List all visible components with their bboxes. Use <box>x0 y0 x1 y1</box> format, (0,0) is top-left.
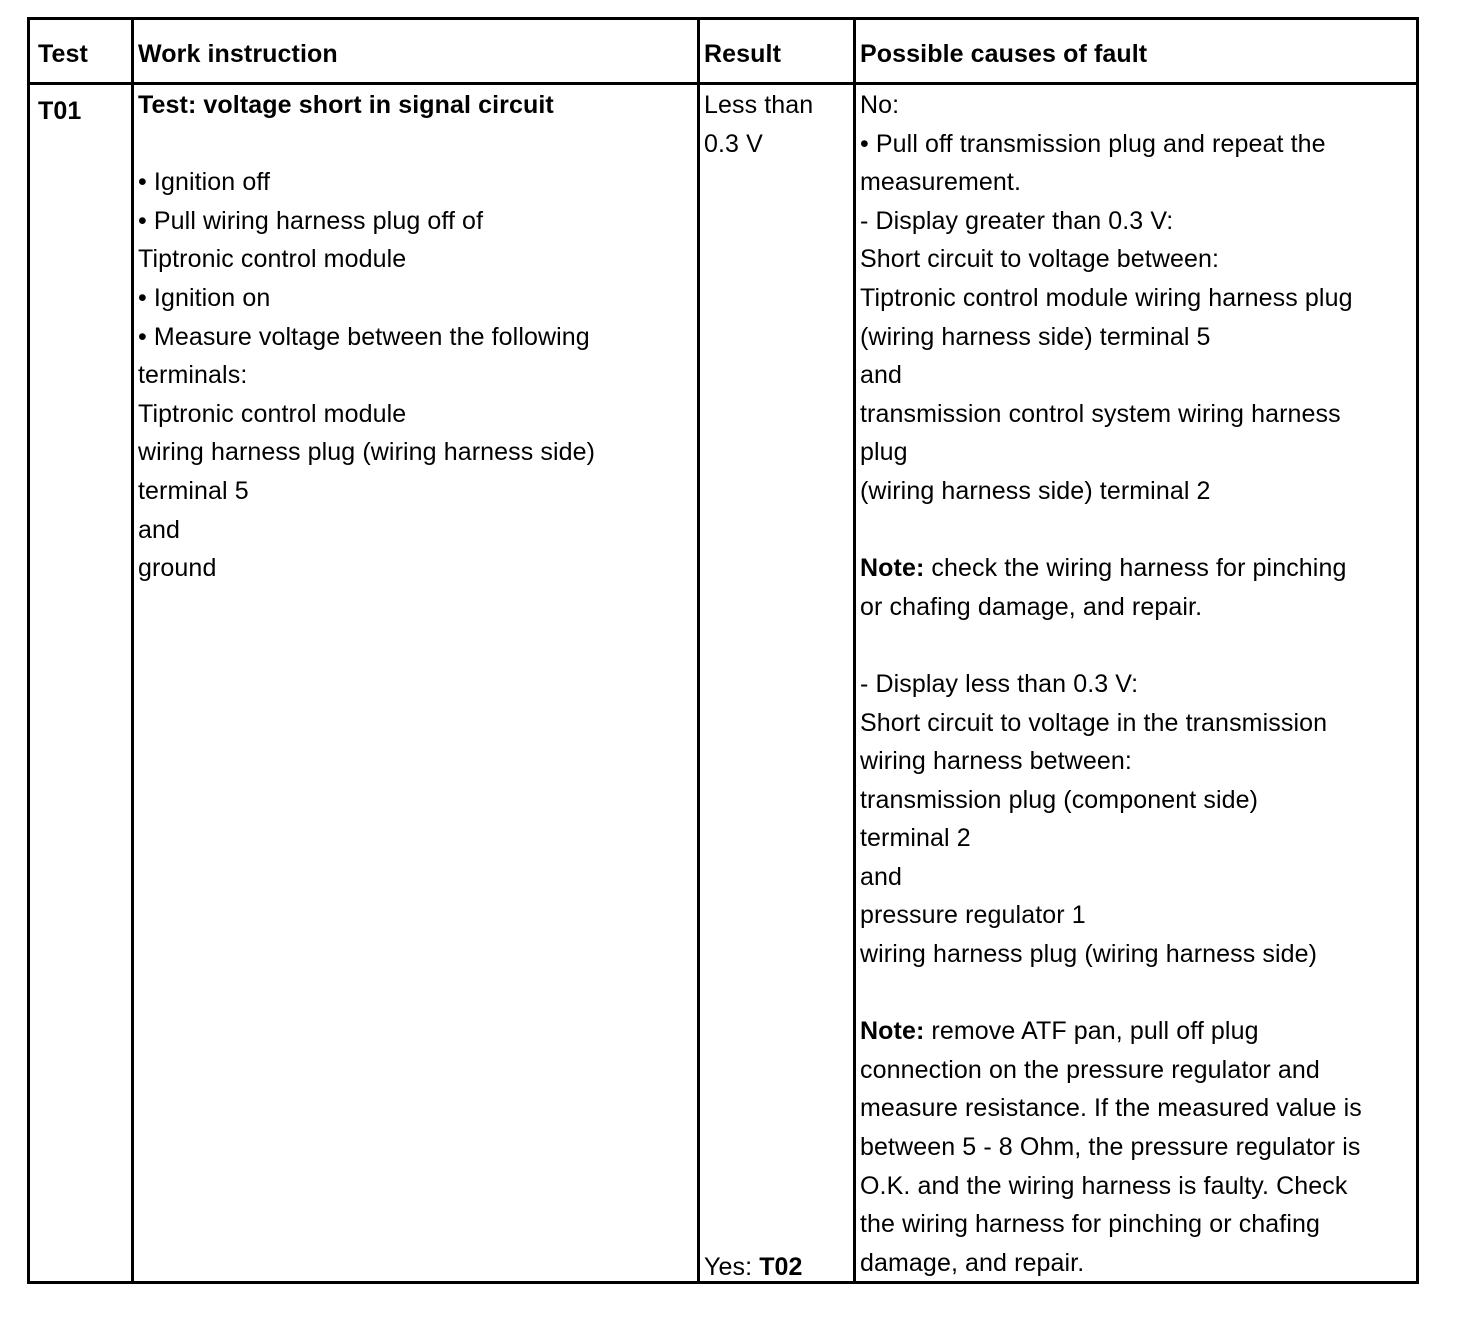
causes-line: plug <box>860 438 908 467</box>
header-possible-causes: Possible causes of fault <box>860 40 1148 68</box>
work-instruction-line: Tiptronic control module <box>138 245 407 274</box>
spacer <box>860 974 1362 1013</box>
causes-line: Short circuit to voltage in the transmission <box>860 708 1328 737</box>
note-text: check the wiring harness for pinching <box>924 554 1347 583</box>
work-instruction-line: and <box>138 515 181 544</box>
work-instruction-line: • Pull wiring harness plug off of <box>138 206 484 235</box>
work-instruction-line: Tiptronic control module <box>138 399 407 428</box>
note-line: or chafing damage, and repair. <box>860 592 1203 621</box>
result-line: 0.3 V <box>704 129 763 158</box>
note-line: O.K. and the wiring harness is faulty. Check <box>860 1171 1348 1200</box>
spacer <box>138 125 595 164</box>
causes-line: Tiptronic control module wiring harness plug <box>860 283 1353 312</box>
note-text: remove ATF pan, pull off plug <box>924 1017 1259 1046</box>
causes-line: and <box>860 361 903 390</box>
note-line: connection on the pressure regulator and <box>860 1055 1320 1084</box>
causes-line: pressure regulator 1 <box>860 901 1086 930</box>
causes-line: Short circuit to voltage between: <box>860 245 1220 274</box>
causes-line: No: <box>860 91 900 119</box>
column-divider <box>131 20 134 1281</box>
column-divider <box>697 20 700 1281</box>
note-line <box>860 1012 1362 1051</box>
causes-line: - Display greater than 0.3 V: <box>860 206 1174 235</box>
work-instruction-cell <box>138 86 595 588</box>
result-yes <box>704 1248 803 1287</box>
note-line: damage, and repair. <box>860 1248 1085 1277</box>
note-line: measure resistance. If the measured value is <box>860 1094 1362 1123</box>
note-line: the wiring harness for pinching or chafing <box>860 1210 1321 1239</box>
work-instruction-line: • Ignition off <box>138 168 271 197</box>
work-instruction-line: ground <box>138 554 217 583</box>
causes-cell <box>860 86 1362 1282</box>
causes-line: terminal 2 <box>860 824 971 853</box>
causes-line: - Display less than 0.3 V: <box>860 669 1139 698</box>
causes-line: (wiring harness side) terminal 2 <box>860 476 1211 505</box>
header-result: Result <box>704 40 782 68</box>
test-id: T01 <box>38 97 82 125</box>
note-line <box>860 549 1362 588</box>
diagnostic-table <box>27 17 1419 1284</box>
note-line: between 5 - 8 Ohm, the pressure regulator is <box>860 1133 1361 1162</box>
work-instruction-line: terminals: <box>138 361 248 390</box>
header-divider <box>30 82 1416 85</box>
work-instruction-line: • Ignition on <box>138 283 271 312</box>
result-line: Less than <box>704 91 814 119</box>
work-instruction-line: wiring harness plug (wiring harness side) <box>138 438 596 467</box>
result-yes-target: T02 <box>759 1253 803 1281</box>
causes-line: (wiring harness side) terminal 5 <box>860 322 1211 351</box>
causes-line: wiring harness plug (wiring harness side) <box>860 940 1318 969</box>
result-yes-prefix: Yes: <box>704 1253 760 1281</box>
note-label: Note: <box>860 554 925 583</box>
causes-line: • Pull off transmission plug and repeat the <box>860 129 1326 158</box>
work-instruction-title: Test: voltage short in signal circuit <box>138 91 554 119</box>
causes-line: measurement. <box>860 168 1021 197</box>
causes-line: transmission control system wiring harness <box>860 399 1341 428</box>
causes-line: and <box>860 862 903 891</box>
work-instruction-line: terminal 5 <box>138 476 249 505</box>
note-label: Note: <box>860 1017 925 1046</box>
spacer <box>860 626 1362 665</box>
column-divider <box>853 20 856 1281</box>
header-test: Test <box>38 40 88 68</box>
causes-line: transmission plug (component side) <box>860 785 1259 814</box>
header-work-instruction: Work instruction <box>138 40 338 68</box>
causes-line: wiring harness between: <box>860 747 1132 776</box>
spacer <box>860 511 1362 550</box>
work-instruction-line: • Measure voltage between the following <box>138 322 590 351</box>
result-cell <box>704 86 813 163</box>
